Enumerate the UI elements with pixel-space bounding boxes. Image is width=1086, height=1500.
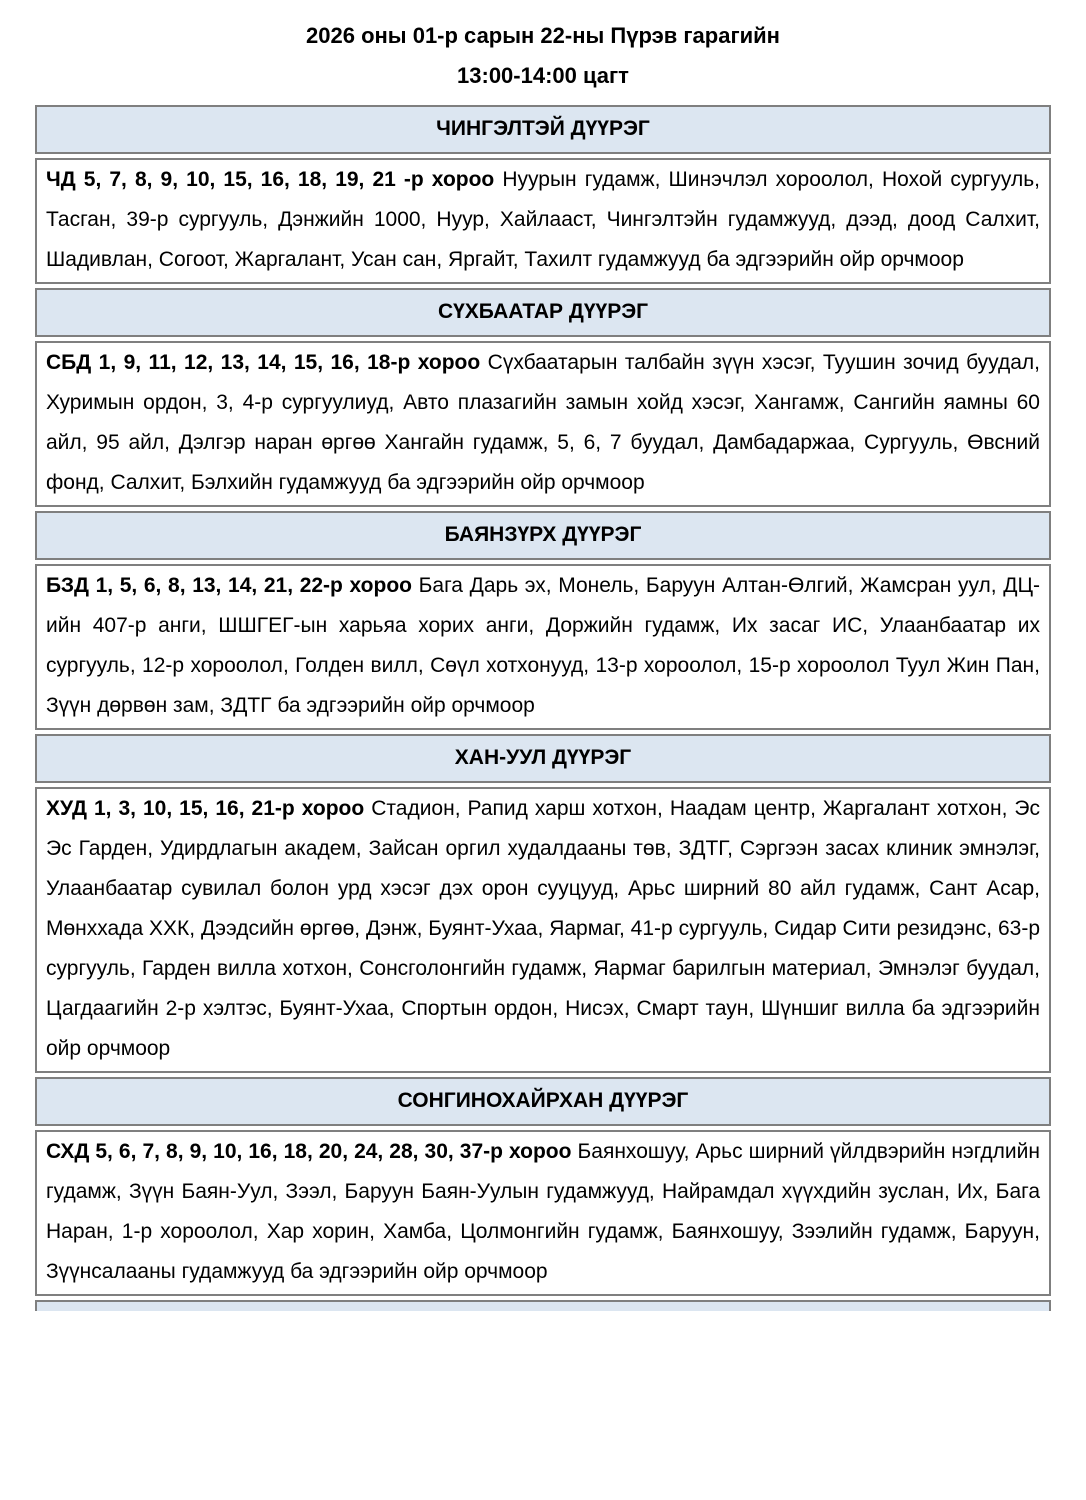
areas-list-chingeltei: Нуурын гудамж, Шинэчлэл хороолол, Нохой сургууль, Тасган, 39-р сургууль, Дэнжийн 1000, Нуур, Хайлааст, Чингэлтэйн гудамжууд, дээд, доод Салхит, Шадивлан, Согоот, Жаргалант, Усан сан, Яргайт, Тахилт гудамжууд ба эдгээрийн ойр орчмоор	[46, 168, 1040, 272]
notice-date-title: 2026 оны 01-р сарын 22-ны Пүрэв гарагийн	[306, 23, 780, 48]
district-body-songinokhairkhan	[35, 1130, 1051, 1296]
areas-list-bayanzurkh: Бага Дарь эх, Монель, Баруун Алтан-Өлгий, Жамсран уул, ДЦ-ийн 407-р анги, ШШГЕГ-ын харьяа хорих анги, Доржийн гудамж, Их засаг ИС, Улаанбаатар их сургууль, 12-р хороолол, Голден вилл, Сөүл хотхонууд, 13-р хороолол, 15-р хороолол Туул Жин Пан, Зүүн дөрвөн зам, ЗДТГ ба эдгээрийн ойр орчмоор	[46, 574, 1040, 718]
district-section-bayanzurkh	[35, 511, 1051, 730]
district-section-sukhbaatar	[35, 288, 1051, 507]
district-header-chingeltei: ЧИНГЭЛТЭЙ ДҮҮРЭГ	[35, 105, 1051, 154]
district-header-bayanzurkh: БАЯНЗҮРХ ДҮҮРЭГ	[35, 511, 1051, 560]
khoroo-list-bayanzurkh: БЗД 1, 5, 6, 8, 13, 14, 21, 22-р хороо	[46, 574, 412, 598]
areas-list-songinokhairkhan: Баянхошуу, Арьс ширний үйлдвэрийн нэгдлийн гудамж, Зүүн Баян-Уул, Зээл, Баруун Баян-Уулын гудамжууд, Найрамдал хүүхдийн зуслан, Их, Бага Наран, 1-р хороолол, Хар хорин, Хамба, Цолмонгийн гудамж, Баянхошуу, Зээлийн гудамж, Баруун, Зүүнсалааны гудамжууд ба эдгээрийн ойр орчмоор	[46, 1140, 1040, 1284]
district-header-songinokhairkhan: СОНГИНОХАЙРХАН ДҮҮРЭГ	[35, 1077, 1051, 1126]
district-section-khan-uul	[35, 734, 1051, 1073]
khoroo-list-khan-uul: ХУД 1, 3, 10, 15, 16, 21-р хороо	[46, 797, 365, 821]
areas-list-khan-uul: Стадион, Рапид харш хотхон, Наадам центр, Жаргалант хотхон, Эс Эс Гарден, Удирдлагын академ, Зайсан оргил худалдааны төв, ЗДТГ, Сэргээн засах клиник эмнэлэг, Улаанбаатар сувилал болон урд хэсэг дэх орон сууцууд, Арьс ширний 80 айл гудамж, Сант Асар, Мөнххада ХХК, Дээдсийн өргөө, Дэнж, Буянт-Ухаа, Яармаг, 41-р сургууль, Сидар Сити резидэнс, 63-р сургууль, Гарден вилла хотхон, Сонсголонгийн гудамж, Яармаг барилгын материал, Эмнэлэг буудал, Цагдаагийн 2-р хэлтэс, Буянт-Ухаа, Спортын ордон, Нисэх, Смарт таун, Шүншиг вилла ба эдгээрийн ойр орчмоор	[46, 797, 1040, 1061]
khoroo-list-chingeltei: ЧД 5, 7, 8, 9, 10, 15, 16, 18, 19, 21 -р хороо	[46, 168, 495, 192]
district-body-khan-uul	[35, 787, 1051, 1073]
district-body-sukhbaatar	[35, 341, 1051, 507]
khoroo-list-sukhbaatar: СБД 1, 9, 11, 12, 13, 14, 15, 16, 18-р хороо	[46, 351, 481, 375]
district-section-songinokhairkhan	[35, 1077, 1051, 1296]
district-section-chingeltei	[35, 105, 1051, 284]
district-body-chingeltei	[35, 158, 1051, 284]
district-header-sukhbaatar: СҮХБААТАР ДҮҮРЭГ	[35, 288, 1051, 337]
next-district-header-cutoff	[35, 1300, 1051, 1311]
khoroo-list-songinokhairkhan: СХД 5, 6, 7, 8, 9, 10, 16, 18, 20, 24, 28, 30, 37-р хороо	[46, 1140, 572, 1164]
notice-time-title: 13:00-14:00 цагт	[457, 63, 629, 89]
district-header-khan-uul: ХАН-УУЛ ДҮҮРЭГ	[35, 734, 1051, 783]
areas-list-sukhbaatar: Сүхбаатарын талбайн зүүн хэсэг, Туушин зочид буудал, Хуримын ордон, 3, 4-р сургуулиуд, Авто плазагийн замын хойд хэсэг, Хангамж, Сангийн яамны 60 айл, 95 айл, Дэлгэр наран өргөө Хангайн гудамж, 5, 6, 7 буудал, Дамбадаржаа, Сургууль, Өвсний фонд, Салхит, Бэлхийн гудамжууд ба эдгээрийн ойр орчмоор	[46, 351, 1040, 495]
district-body-bayanzurkh	[35, 564, 1051, 730]
